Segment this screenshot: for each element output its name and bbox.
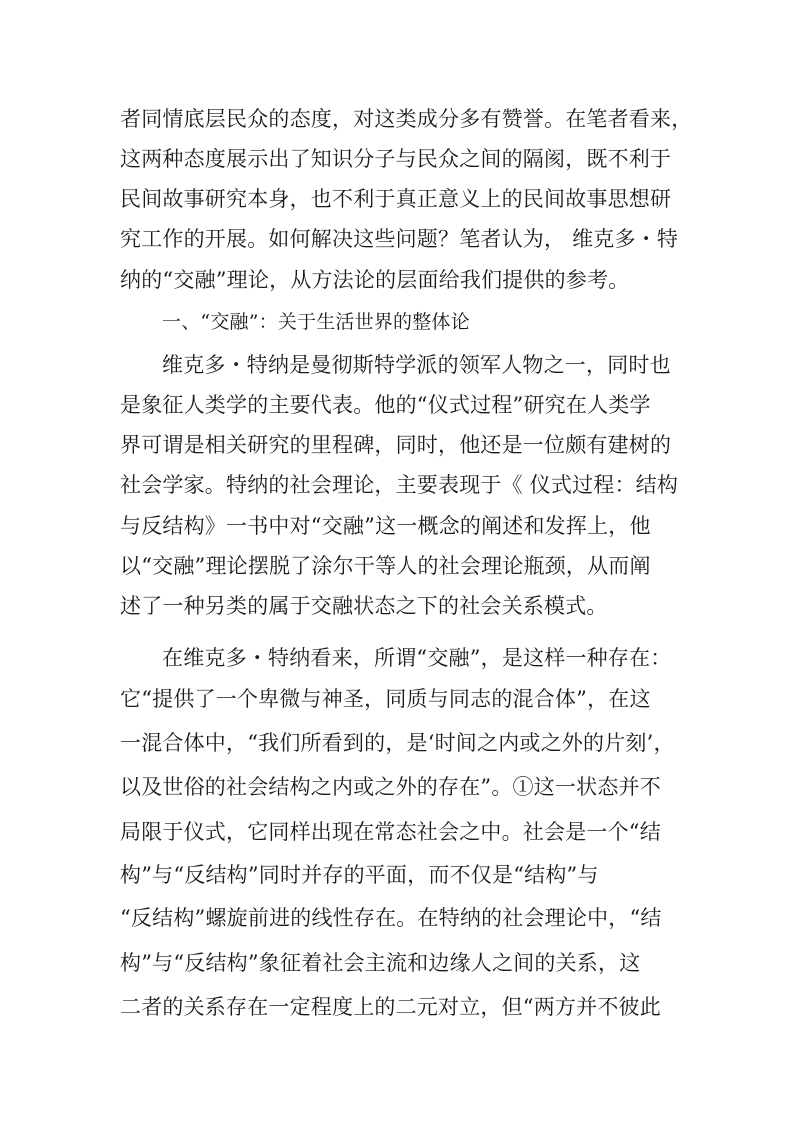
text-line: 它“提供了一个卑微与神圣，同质与同志的混合体”，在这 [120,687,651,711]
text-line: 以及世俗的社会结构之内或之外的存在”。①这一状态并不 [120,775,661,799]
text-line: 在维克多・特纳看来，所谓“交融”，是这样一种存在： [162,646,672,670]
text-line: 这两种态度展示出了知识分子与民众之间的隔阂，既不利于 [120,147,672,171]
text-line: 民间故事研究本身，也不利于真正意义上的民间故事思想研 [120,187,672,211]
text-line: 述了一种另类的属于交融状态之下的社会关系模式。 [120,594,608,618]
section-heading: 一、“交融”：关于生活世界的整体论 [162,311,470,333]
text-line: 究工作的开展。如何解决这些问题？笔者认为， 维克多・特 [120,227,679,251]
text-line: 以“交融”理论摆脱了涂尔干等人的社会理论瓶颈，从而阐 [120,554,651,578]
text-line: 构”与“反结构”象征着社会主流和边缘人之间的关系，这 [120,951,641,975]
text-line: 局限于仪式，它同样出现在常态社会之中。社会是一个“结 [120,820,661,844]
text-line: 与反结构》一书中对“交融”这一概念的阐述和发挥上，他 [120,514,651,538]
text-line: 社会学家。特纳的社会理论，主要表现于《 仪式过程：结构 [120,473,679,497]
text-line: 一混合体中，“我们所看到的，是‘时间之内或之外的片刻’， [120,731,675,755]
text-line: “反结构”螺旋前进的线性存在。在特纳的社会理论中，“结 [120,906,662,930]
text-line: 二者的关系存在一定程度上的二元对立，但“两方并不彼此 [120,995,661,1019]
text-line: 界可谓是相关研究的里程碑，同时，他还是一位颇有建树的 [120,433,672,457]
text-line: 维克多・特纳是曼彻斯特学派的领军人物之一，同时也 [162,353,671,377]
text-line: 构”与“反结构”同时并存的平面，而不仅是“结构”与 [120,863,599,887]
text-line: 者同情底层民众的态度，对这类成分多有赞誉。在笔者看来， [120,107,693,131]
text-line: 纳的“交融”理论，从方法论的层面给我们提供的参考。 [120,268,630,292]
text-line: 是象征人类学的主要代表。他的“仪式过程”研究在人类学 [120,393,651,417]
